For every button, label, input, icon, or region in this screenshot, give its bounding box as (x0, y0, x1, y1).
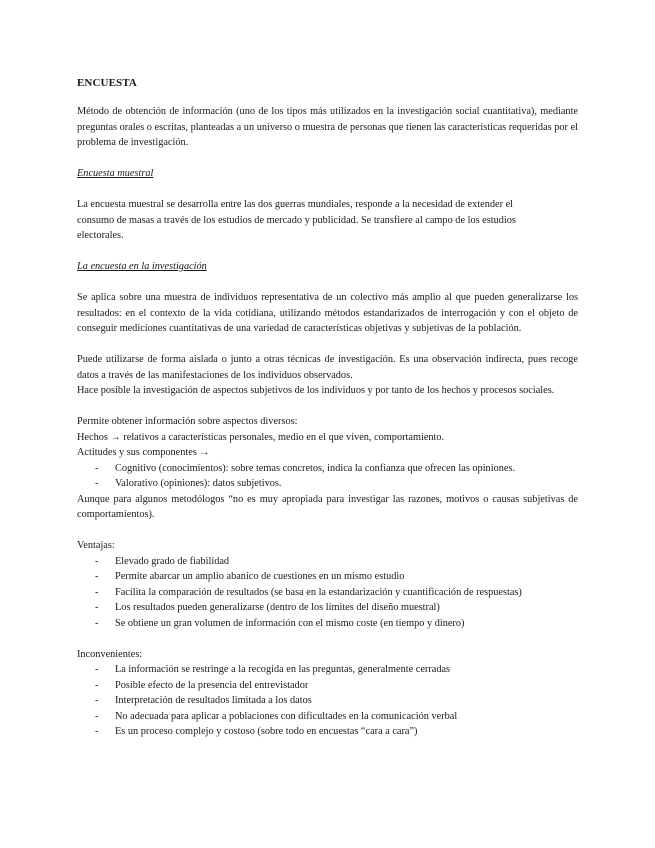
spacer (77, 151, 578, 167)
dash-bullet: - (95, 571, 99, 582)
list-item (77, 569, 578, 585)
list-item-text: Elevado grado de fiabilidad (115, 555, 230, 567)
dash-bullet: - (95, 462, 99, 474)
list-item (77, 724, 578, 740)
actitudes-list (77, 461, 578, 492)
list-item (77, 662, 578, 678)
list-item (77, 585, 578, 601)
spacer (77, 399, 578, 415)
list-item-text: Posible efecto de la presencia del entrevistador (115, 679, 309, 691)
list-item-text: No adecuada para aplicar a poblaciones con dificultades en la comunicación verbal (115, 710, 458, 722)
dash-bullet: - (95, 617, 99, 629)
list-item-text: Se obtiene un gran volumen de información con el mismo coste (en tiempo y dinero) (115, 617, 465, 629)
list-item (77, 461, 578, 477)
inconvenientes-list (77, 662, 578, 740)
list-item (77, 678, 578, 694)
dash-bullet: - (95, 679, 99, 691)
intro-paragraph: Método de obtención de información (uno de los tipos más utilizados en la investigación social cuantitativa), mediante preguntas orales o escritas, planteadas a un universo o muestra de personas que tienen las características requeridas por el problema de investigación. (77, 106, 578, 148)
list-item-text: Permite abarcar un amplio abanico de cuestiones en un mismo estudio (115, 571, 405, 582)
spacer (77, 631, 578, 647)
list-item (77, 693, 578, 709)
ventajas-heading: Ventajas: (77, 540, 115, 551)
spacer (77, 523, 578, 539)
spacer (77, 337, 578, 353)
document-title: ENCUESTA (77, 77, 137, 89)
list-item-text: Es un proceso complejo y costoso (sobre todo en encuestas “cara a cara”) (115, 726, 418, 737)
investigacion-paragraph-3: Hace posible la investigación de aspectos subjetivos de los individuos y por tanto de los hechos y procesos sociales. (77, 385, 555, 396)
section-heading-encuesta-muestral: Encuesta muestral (77, 168, 154, 179)
section-heading-encuesta-investigacion: La encuesta en la investigación (77, 261, 207, 272)
aspects-actitudes: Actitudes y sus componentes → (77, 447, 210, 458)
aspects-hechos: Hechos → relativos a características personales, medio en el que viven, comportamiento. (77, 431, 445, 443)
list-item-text: Facilita la comparación de resultados (se basa en la estandarización y cuantificación de respuestas) (115, 586, 522, 598)
list-item-text: Cognitivo (conocimientos): sobre temas concretos, indica la confianza que ofrecen las opiniones. (115, 462, 516, 474)
dash-bullet: - (95, 555, 99, 567)
dash-bullet: - (95, 695, 99, 706)
list-item (77, 600, 578, 616)
list-item (77, 709, 578, 725)
encuesta-muestral-line-3: electorales. (77, 230, 124, 241)
list-item (77, 554, 578, 570)
list-item (77, 616, 578, 632)
list-item-text: Interpretación de resultados limitada a los datos (115, 695, 312, 706)
aspects-note: Aunque para algunos metodólogos “no es muy apropiada para investigar las razones, motivos o causas subjetivas de comportamientos). (77, 493, 578, 520)
dash-bullet: - (95, 478, 99, 489)
list-item-text: Valorativo (opiniones): datos subjetivos. (115, 478, 282, 489)
inconvenientes-heading: Inconvenientes: (77, 648, 143, 660)
list-item-text: Los resultados pueden generalizarse (dentro de los límites del diseño muestral) (115, 602, 440, 613)
investigacion-paragraph-1: Se aplica sobre una muestra de individuos representativa de un colectivo más amplio al que pueden generalizarse los resultados: en el contexto de la vida cotidiana, utilizando métodos estandarizados de interrogación y con el objeto de conseguir mediciones cuantitativas de una variedad de características objetivas y subjetivas de la población. (77, 292, 578, 334)
dash-bullet: - (95, 602, 99, 613)
encuesta-muestral-line-2: consumo de masas a través de los estudios de mercado y publicidad. Se transfiere al campo de los estudios (77, 214, 516, 226)
ventajas-list (77, 554, 578, 632)
spacer (77, 244, 578, 260)
dash-bullet: - (95, 664, 99, 675)
encuesta-muestral-line-1: La encuesta muestral se desarrolla entre las dos guerras mundiales, responde a la necesidad de extender el (77, 199, 514, 210)
dash-bullet: - (95, 586, 99, 598)
aspects-intro: Permite obtener información sobre aspectos diversos: (77, 416, 298, 427)
dash-bullet: - (95, 726, 99, 737)
spacer (77, 275, 578, 291)
dash-bullet: - (95, 710, 99, 722)
list-item-text: La información se restringe a la recogida en las preguntas, generalmente cerradas (115, 664, 451, 675)
spacer (77, 182, 578, 198)
investigacion-paragraph-2: Puede utilizarse de forma aislada o junto a otras técnicas de investigación. Es una observación indirecta, pues recoge datos a través de las manifestaciones de los individuos observados. (77, 354, 578, 381)
list-item (77, 476, 578, 492)
